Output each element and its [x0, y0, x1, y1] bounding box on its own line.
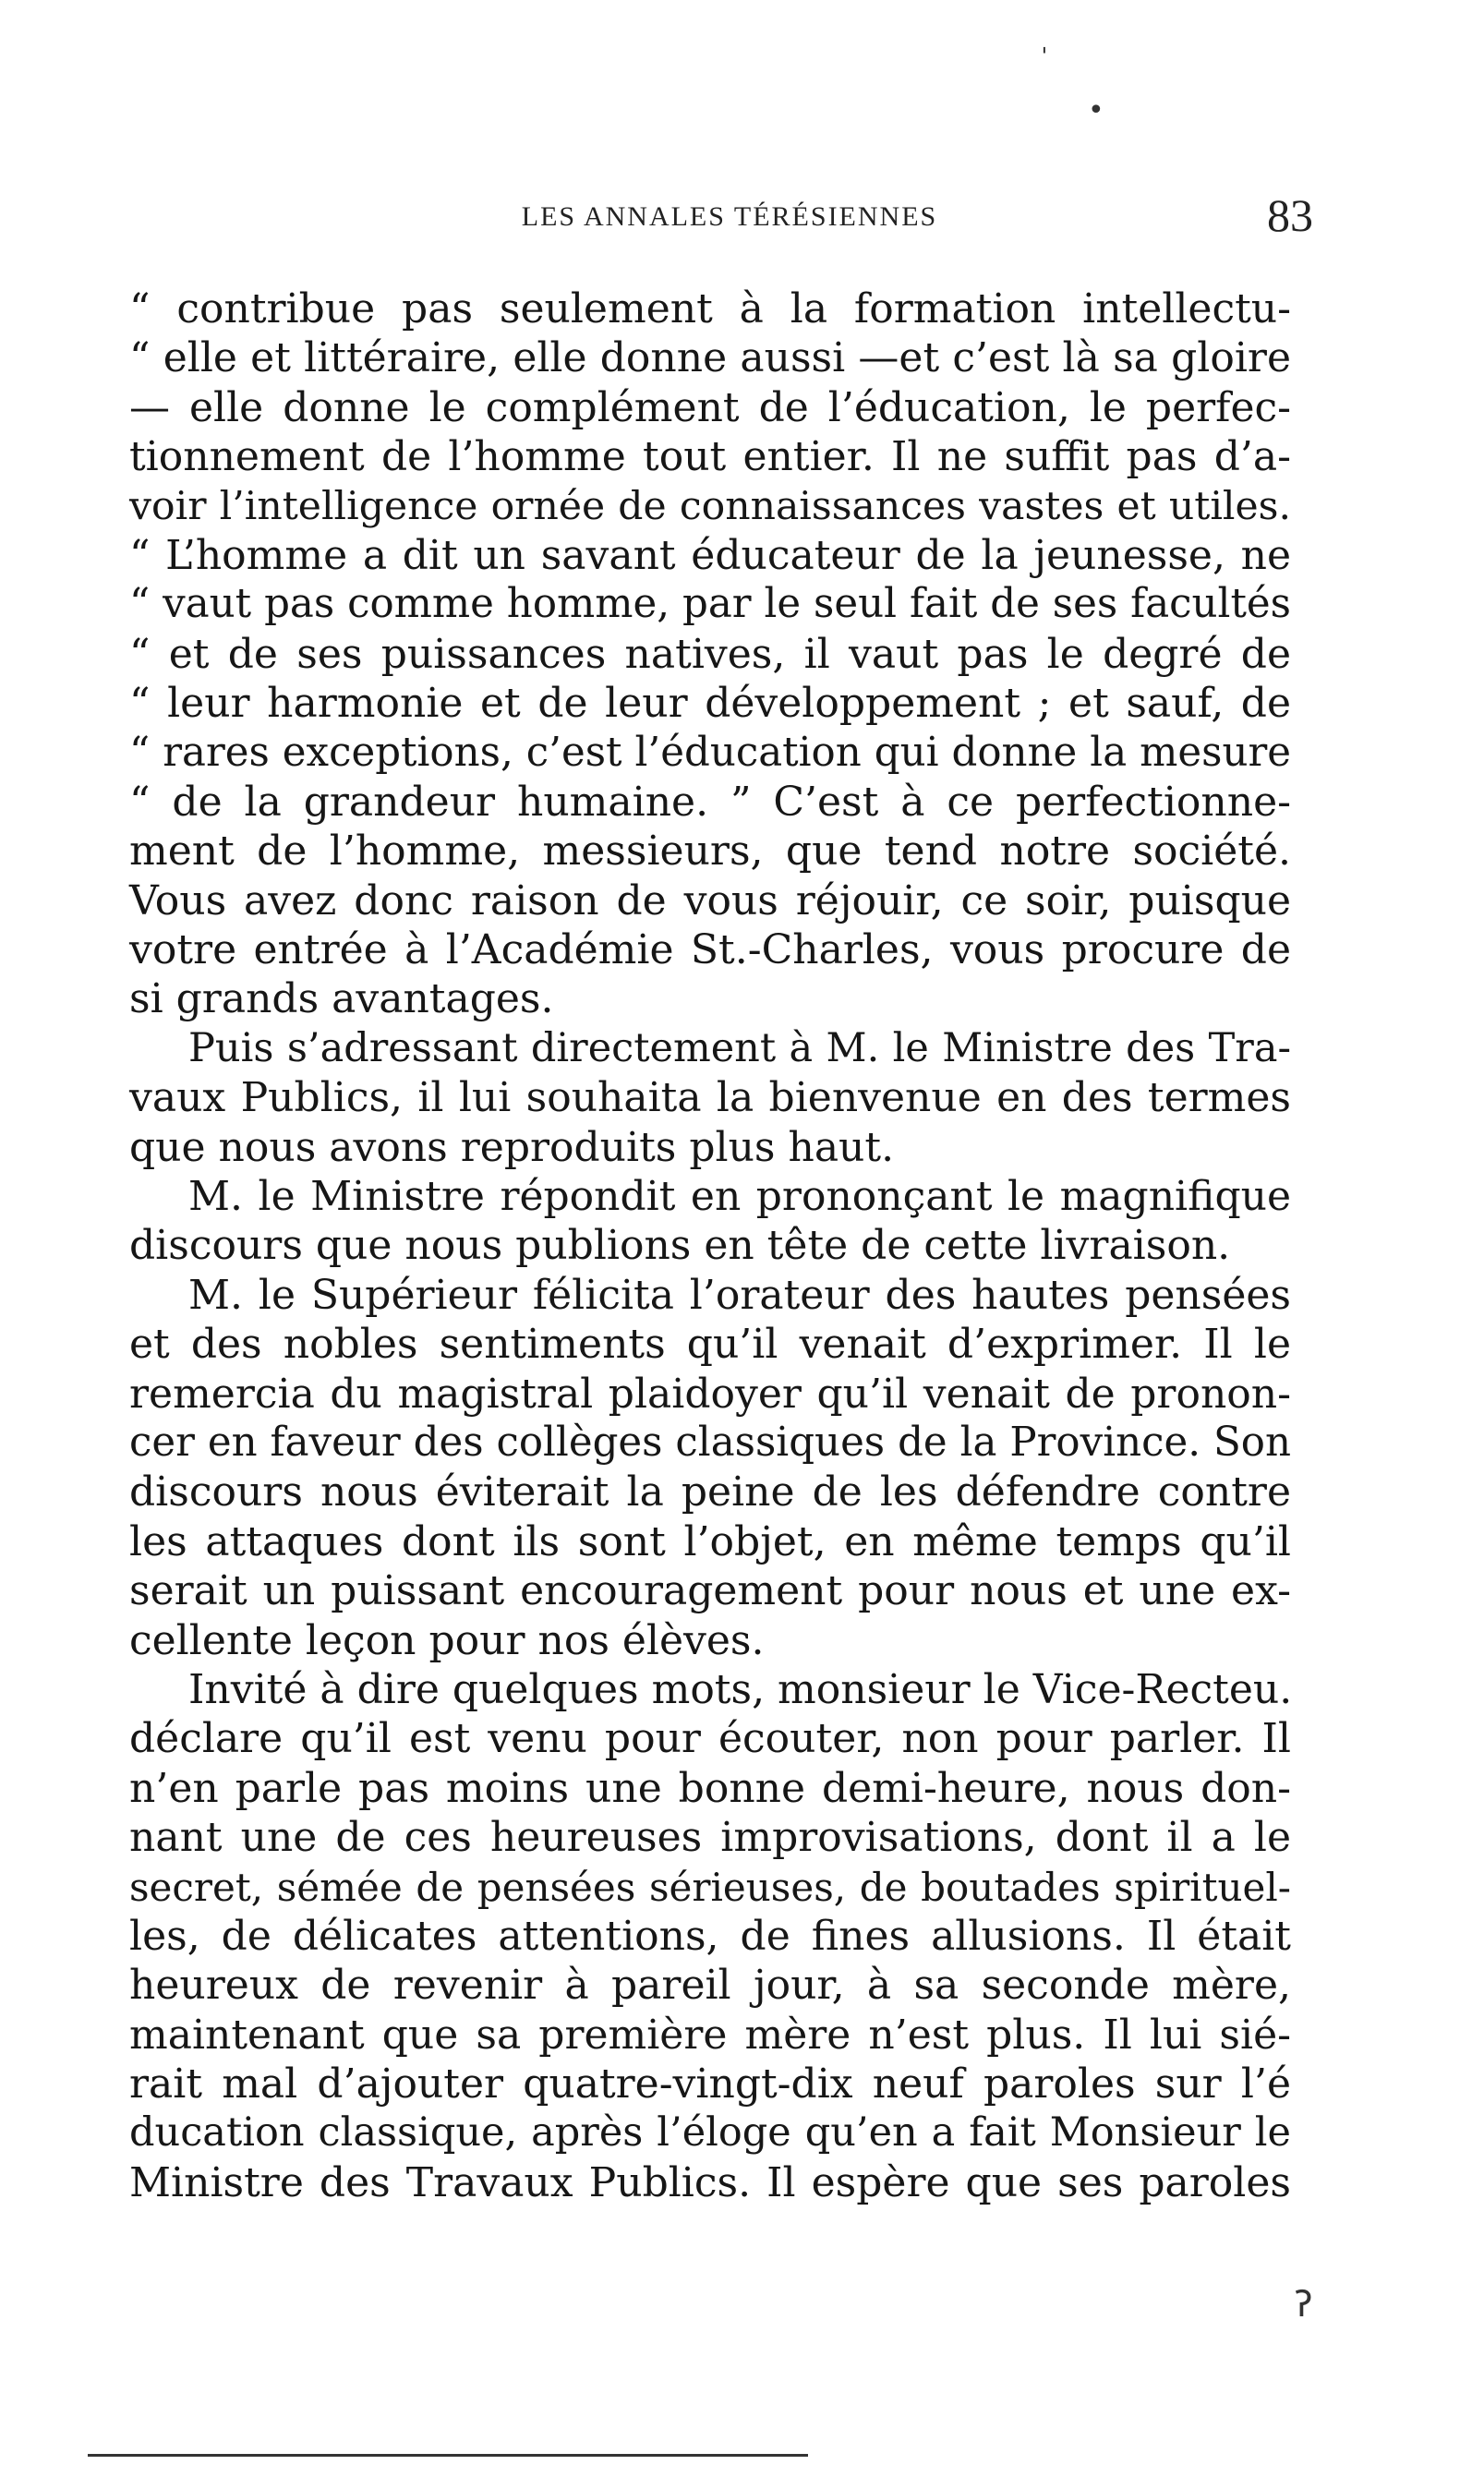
text-line: cer en faveur des collèges classiques de la Province. Son [129, 1419, 1291, 1466]
text-line: et des nobles sentiments qu’il venait d’exprimer. Il le [129, 1321, 1291, 1369]
text-line: “ leur harmonie et de leur développement ; et sauf, de [129, 680, 1291, 728]
text-line: Invité à dire quelques mots, monsieur le Vice-Recteu. [188, 1665, 1293, 1713]
page-number: 83 [1267, 189, 1313, 241]
scan-speck: ˌ [1041, 26, 1048, 56]
text-line: ducation classique, après l’éloge qu’en a fait Monsieur le [129, 2109, 1291, 2157]
text-line: serait un puissant encouragement pour nous et une ex- [129, 1567, 1291, 1615]
scan-speck: • [1088, 94, 1104, 127]
text-line: remercia du magistral plaidoyer qu’il venait de pronon- [129, 1370, 1291, 1418]
text-line: ment de l’homme, messieurs, que tend notre société. [129, 828, 1291, 876]
text-line: déclare qu’il est venu pour écouter, non pour parler. Il [129, 1715, 1291, 1763]
text-line: “ vaut pas comme homme, par le seul fait de ses facultés [129, 581, 1291, 628]
text-line: vaux Publics, il lui souhaita la bienvenue en des termes [129, 1074, 1291, 1122]
text-line: rait mal d’ajouter quatre-vingt-dix neuf paroles sur l’é [129, 2060, 1291, 2108]
text-line: “ de la grandeur humaine. ” C’est à ce perfectionne- [129, 778, 1291, 826]
text-line: les, de délicates attentions, de fines allusions. Il était [129, 1912, 1291, 1960]
text-line: “ rares exceptions, c’est l’éducation qui donne la mesure [129, 729, 1291, 776]
text-line: “ L’homme a dit un savant éducateur de la jeunesse, ne [129, 531, 1291, 579]
text-line: secret, sémée de pensées sérieuses, de boutades spirituel- [129, 1864, 1291, 1910]
scan-mark: ॽ [1293, 2277, 1313, 2326]
text-line: si grands avantages. [129, 975, 554, 1023]
page-header [129, 189, 1330, 257]
text-line: “ et de ses puissances natives, il vaut pas le degré de [129, 630, 1291, 678]
text-line: — elle donne le complément de l’éducation, le perfec- [129, 383, 1291, 431]
text-line: “ elle et littéraire, elle donne aussi —et c’est là sa gloire [129, 334, 1291, 382]
text-line: “ contribue pas seulement à la formation intellectu- [129, 285, 1291, 332]
text-line: M. le Ministre répondit en prononçant le magnifique [188, 1173, 1291, 1221]
text-line: maintenant que sa première mère n’est plus. Il lui sié- [129, 2011, 1291, 2059]
text-line: discours que nous publions en tête de cette livraison. [129, 1222, 1231, 1270]
text-line: heureux de revenir à pareil jour, à sa seconde mère, [129, 1962, 1291, 2010]
text-line: n’en parle pas moins une bonne demi-heure, nous don- [129, 1764, 1291, 1812]
text-line: nant une de ces heureuses improvisations, dont il a le [129, 1814, 1291, 1862]
text-line: voir l’intelligence ornée de connaissances vastes et utiles. [129, 483, 1291, 529]
text-line: Ministre des Travaux Publics. Il espère que ses paroles [129, 2158, 1291, 2206]
text-line: les attaques dont ils sont l’objet, en même temps qu’il [129, 1517, 1291, 1565]
body-text [129, 284, 1291, 2207]
running-title: LES ANNALES TÉRÉSIENNES [521, 201, 938, 232]
text-line: Puis s’adressant directement à M. le Ministre des Tra- [188, 1024, 1291, 1071]
text-line: cellente leçon pour nos élèves. [129, 1616, 765, 1664]
text-line: que nous avons reproduits plus haut. [129, 1123, 895, 1171]
text-line: discours nous éviterait la peine de les défendre contre [129, 1468, 1291, 1516]
text-line: votre entrée à l’Académie St.-Charles, vous procure de [129, 926, 1291, 974]
text-line: Vous avez donc raison de vous réjouir, ce soir, puisque [129, 876, 1291, 924]
text-line: tionnement de l’homme tout entier. Il ne suffit pas d’a- [129, 433, 1291, 481]
text-line: M. le Supérieur félicita l’orateur des hautes pensées [188, 1271, 1291, 1319]
bottom-rule [88, 2454, 808, 2457]
